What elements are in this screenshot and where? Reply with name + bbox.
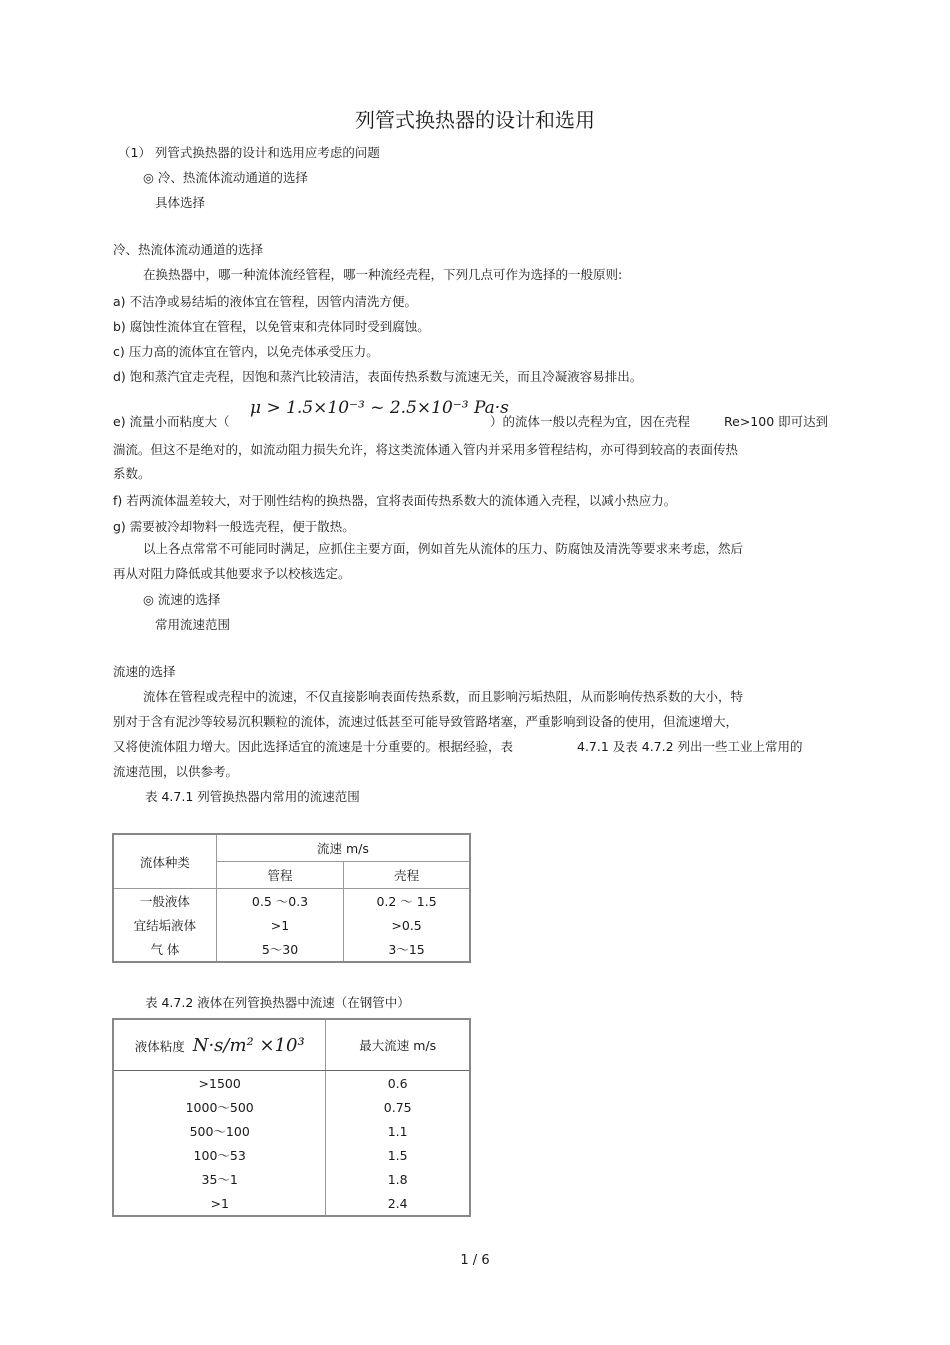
cell-tube: 5～30 [216, 937, 343, 962]
section2-heading: 流速的选择 [113, 664, 176, 679]
section2-para-line4: 流速范围，以供参考。 [113, 764, 239, 779]
table-row [113, 1119, 470, 1143]
cell-fluid: 宜结垢液体 [113, 913, 216, 937]
header-tube-side: 管程 [216, 862, 343, 889]
page-title: 列管式换热器的设计和选用 [355, 108, 595, 132]
section2-para-line1: 流体在管程或壳程中的流速，不仅直接影响表面传热系数，而且影响污垢热阻，从而影响传热系数的大小，特 [143, 689, 744, 704]
header-fluid-type: 流体种类 [113, 834, 216, 889]
velocity-range-table [112, 833, 471, 963]
table-row [113, 1095, 470, 1119]
viscosity-formula: μ > 1.5×10⁻³ ~ 2.5×10⁻³ Pa·s [250, 398, 509, 418]
header-shell-side: 壳程 [344, 862, 470, 889]
rule-d: d) 饱和蒸汽宜走壳程，因饱和蒸汽比较清洁，表面传热系数与流速无关，而且冷凝液容易排出。 [113, 369, 643, 384]
rule-g: g) 需要被冷却物料一般选壳程，便于散热。 [113, 519, 355, 534]
cell-max-velocity: 2.4 [326, 1191, 470, 1216]
cell-fluid: 一般液体 [113, 889, 216, 914]
cell-tube: >1 [216, 913, 343, 937]
intro-item-1: （1） 列管式换热器的设计和选用应考虑的问题 [118, 145, 380, 160]
table-row [113, 1167, 470, 1191]
cell-fluid: 气 体 [113, 937, 216, 962]
header-viscosity-label: 液体粘度 [134, 1038, 185, 1054]
cell-shell: 3～15 [344, 937, 470, 962]
header-viscosity [113, 1019, 326, 1071]
cell-max-velocity: 1.5 [326, 1143, 470, 1167]
cell-viscosity: 1000～500 [113, 1095, 326, 1119]
rule-e-reynolds: Re>100 即可达到 [724, 414, 829, 429]
section2-para-line2: 别对于含有泥沙等较易沉积颗粒的流体，流速过低甚至可能导致管路堵塞，严重影响到设备的使用，但流速增大， [113, 714, 739, 729]
cell-shell: 0.2 ～ 1.5 [344, 889, 470, 914]
cell-viscosity: 35～1 [113, 1167, 326, 1191]
cell-tube: 0.5 ～0.3 [216, 889, 343, 914]
rule-e-suffix: ）的流体一般以壳程为宜，因在壳程 [490, 414, 691, 429]
table-row [113, 1071, 470, 1096]
table-row [113, 889, 470, 914]
table-row [113, 913, 470, 937]
intro-sub-specific: 具体选择 [155, 195, 206, 210]
section1-lead: 在换热器中，哪一种流体流经管程，哪一种流经壳程，下列几点可作为选择的一般原则: [143, 267, 623, 282]
table2-caption: 表 4.7.2 液体在列管换热器中流速（在钢管中） [145, 995, 410, 1010]
cell-max-velocity: 1.8 [326, 1167, 470, 1191]
cell-viscosity: >1 [113, 1191, 326, 1216]
bullet-velocity: ◎ 流速的选择 [143, 592, 221, 607]
section2-para-line3: 又将使流体阻力增大。因此选择适宜的流速是十分重要的。根据经验，表 [113, 739, 514, 754]
intro-bullet-channel: ◎ 冷、热流体流动通道的选择 [143, 170, 308, 185]
table-row [113, 1143, 470, 1167]
header-viscosity-unit: N·s/m² ×10³ [192, 1034, 305, 1056]
cell-viscosity: 100～53 [113, 1143, 326, 1167]
sub-velocity-range: 常用流速范围 [155, 617, 231, 632]
cell-shell: >0.5 [344, 913, 470, 937]
rule-e-line3: 系数。 [113, 466, 151, 481]
table-row [113, 1191, 470, 1216]
table1-caption: 表 4.7.1 列管换热器内常用的流速范围 [145, 789, 360, 804]
section2-para-line3-ref: 4.7.1 及表 4.7.2 列出一些工业上常用的 [577, 739, 803, 754]
rule-a: a) 不洁净或易结垢的液体宜在管程，因管内清洗方便。 [113, 294, 418, 309]
table-row [113, 937, 470, 962]
cell-viscosity: >1500 [113, 1071, 326, 1096]
max-velocity-table [112, 1018, 471, 1217]
header-velocity: 流速 m/s [216, 834, 470, 862]
rule-e-prefix: e) 流量小而粘度大（ [113, 414, 230, 429]
cell-max-velocity: 1.1 [326, 1119, 470, 1143]
page-number: 1 / 6 [460, 1253, 490, 1268]
rule-f: f) 若两流体温差较大，对于刚性结构的换热器，宜将表面传热系数大的流体通入壳程，以减小热应力。 [113, 493, 677, 508]
cell-viscosity: 500～100 [113, 1119, 326, 1143]
summary-line2: 再从对阻力降低或其他要求予以校核选定。 [113, 566, 351, 581]
header-max-velocity: 最大流速 m/s [326, 1019, 470, 1071]
summary-line1: 以上各点常常不可能同时满足，应抓住主要方面，例如首先从流体的压力、防腐蚀及清洗等要求来考虑，然后 [143, 541, 744, 556]
rule-b: b) 腐蚀性流体宜在管程，以免管束和壳体同时受到腐蚀。 [113, 319, 430, 334]
rule-c: c) 压力高的流体宜在管内，以免壳体承受压力。 [113, 344, 379, 359]
cell-max-velocity: 0.75 [326, 1095, 470, 1119]
cell-max-velocity: 0.6 [326, 1071, 470, 1096]
section1-heading: 冷、热流体流动通道的选择 [113, 242, 264, 257]
rule-e-line2: 湍流。但这不是绝对的，如流动阻力损失允许，将这类流体通入管内并采用多管程结构，亦可得到较高的表面传热 [113, 442, 739, 457]
